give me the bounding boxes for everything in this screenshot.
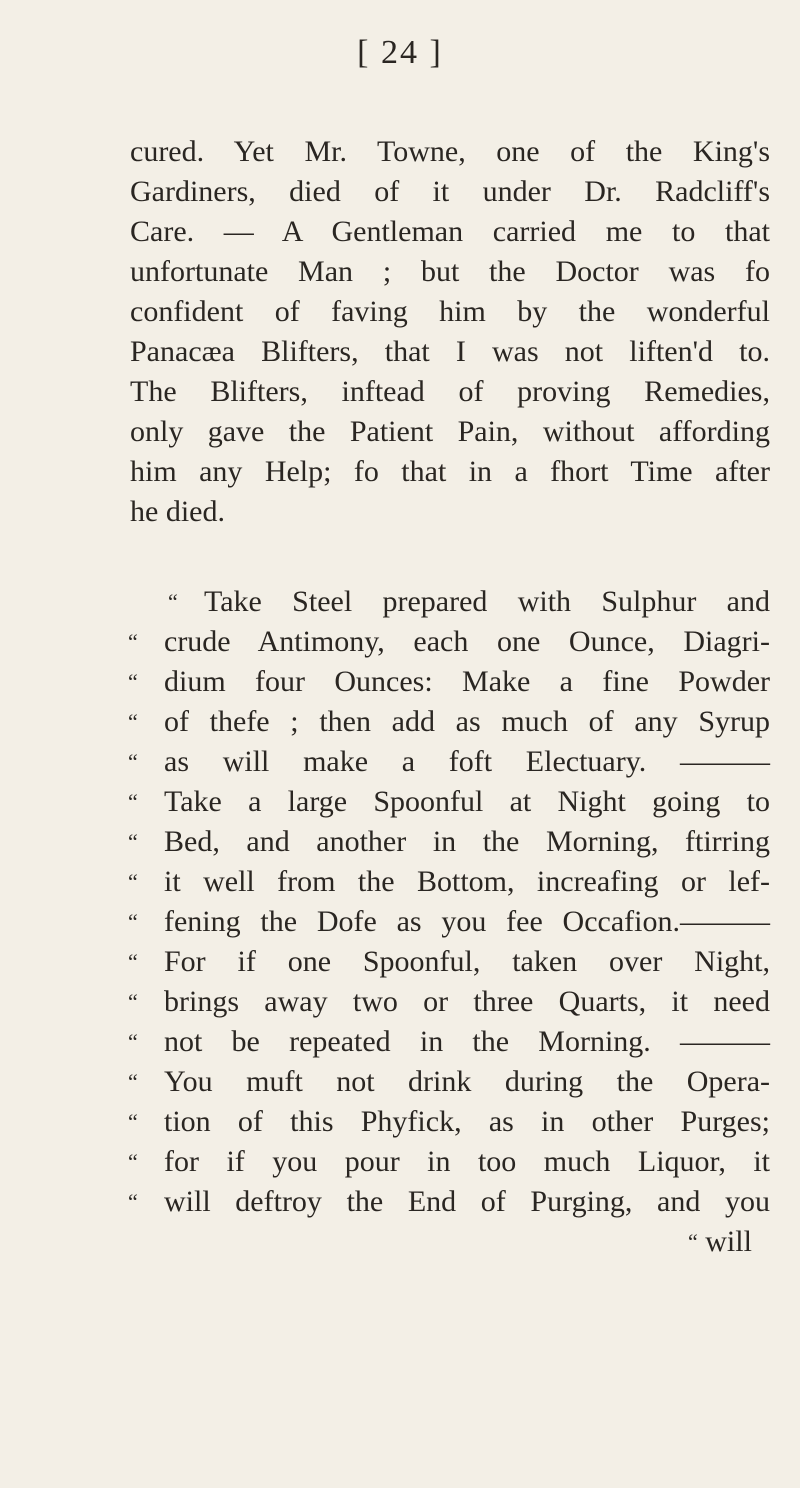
quote-mark: “ [128, 789, 138, 814]
quote-mark: “ [168, 589, 178, 614]
text-line: it well from the Bottom, increafing or lef- [164, 865, 770, 898]
text-line: of thefe ; then add as much of any Syrup [164, 705, 770, 738]
quote-mark: “ [128, 749, 138, 774]
text-line: The Blifters, inftead of proving Remedies, [130, 375, 770, 408]
quote-line [130, 822, 770, 862]
text-line: confident of faving him by the wonderful [130, 295, 770, 328]
text-line: he died. [130, 495, 225, 528]
quote-line [130, 1022, 770, 1062]
quote-mark: “ [128, 1029, 138, 1054]
quote-mark: “ [128, 629, 138, 654]
text-line: as will make a foft Electuary. ——— [164, 745, 770, 778]
catchword [688, 1222, 752, 1262]
quote-mark: “ [128, 1189, 138, 1214]
quote-line [130, 1102, 770, 1142]
text-line: You muft not drink during the Opera- [164, 1065, 770, 1098]
quote-line [130, 622, 770, 662]
quote-line [130, 742, 770, 782]
quote-line [130, 702, 770, 742]
quote-line [130, 1142, 770, 1182]
quote-mark: “ [128, 709, 138, 734]
text-line: Panacæa Blifters, that I was not liften'd to. [130, 335, 770, 368]
text-line: Bed, and another in the Morning, ftirring [164, 825, 770, 858]
text-line: tion of this Phyfick, as in other Purges; [164, 1105, 770, 1138]
text-line: will deftroy the End of Purging, and you [164, 1185, 770, 1218]
quote-line [130, 862, 770, 902]
text-line: unfortunate Man ; but the Doctor was fo [130, 255, 770, 288]
quote-line [130, 782, 770, 822]
text-line: Gardiners, died of it under Dr. Radcliff's [130, 175, 770, 208]
quote-mark: “ [128, 829, 138, 854]
quote-mark: “ [128, 869, 138, 894]
text-line: him any Help; fo that in a fhort Time after [130, 455, 770, 488]
text-line: Take Steel prepared with Sulphur and [204, 585, 770, 618]
quote-line [130, 1182, 770, 1222]
catchword-text: will [705, 1225, 752, 1258]
quote-line [130, 662, 770, 702]
text-line: dium four Ounces: Make a fine Powder [164, 665, 770, 698]
quote-mark: “ [128, 909, 138, 934]
quote-mark: “ [128, 1149, 138, 1174]
quote-mark: “ [128, 949, 138, 974]
quote-mark: “ [688, 1229, 698, 1254]
text-line: For if one Spoonful, taken over Night, [164, 945, 770, 978]
quote-mark: “ [128, 989, 138, 1014]
quote-mark: “ [128, 1069, 138, 1094]
quote-line [130, 982, 770, 1022]
text-line: not be repeated in the Morning. ——— [164, 1025, 770, 1058]
text-line: crude Antimony, each one Ounce, Diagri- [164, 625, 770, 658]
quote-mark: “ [128, 669, 138, 694]
quote-line [130, 942, 770, 982]
text-line: Care. — A Gentleman carried me to that [130, 215, 770, 248]
text-line: cured. Yet Mr. Towne, one of the King's [130, 135, 770, 168]
page-number: [ 24 ] [357, 34, 443, 71]
text-line: only gave the Patient Pain, without affording [130, 415, 770, 448]
text-line: fening the Dofe as you fee Occafion.——— [164, 905, 770, 938]
text-line: for if you pour in too much Liquor, it [164, 1145, 770, 1178]
quote-mark: “ [128, 1109, 138, 1134]
text-line: brings away two or three Quarts, it need [164, 985, 770, 1018]
quote-line [130, 1062, 770, 1102]
text-line: Take a large Spoonful at Night going to [164, 785, 770, 818]
quote-line [130, 582, 770, 622]
quote-line [130, 902, 770, 942]
